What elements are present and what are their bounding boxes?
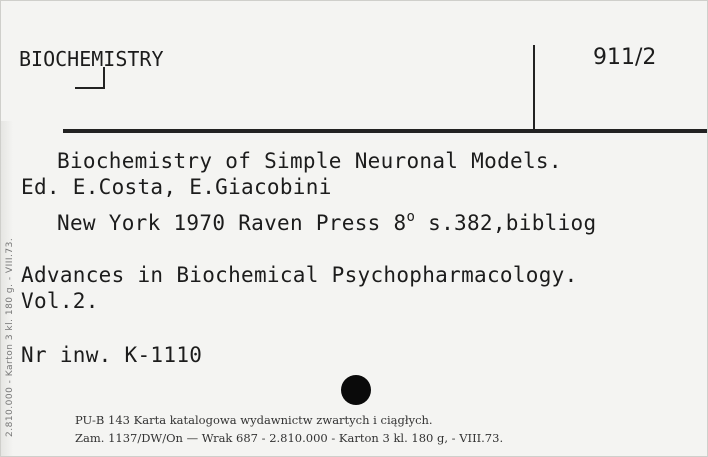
- title-line: Biochemistry of Simple Neuronal Models.: [57, 149, 562, 173]
- subject-heading: BIOCHEMISTRY: [19, 47, 164, 71]
- vertical-rule: [533, 45, 535, 129]
- horizontal-rule: [63, 129, 708, 133]
- inventory-line: Nr inw. K-1110: [21, 343, 203, 367]
- footer-line-2: Zam. 1137/DW/On — Wrak 687 - 2.810.000 - Karton 3 kl. 180 g, - VIII.73.: [75, 431, 504, 445]
- call-number: 911/2: [593, 45, 657, 70]
- imprint-main: New York 1970 Raven Press 8: [57, 211, 407, 235]
- editors-line: Ed. E.Costa, E.Giacobini: [21, 175, 332, 199]
- series-line-1: Advances in Biochemical Psychopharmacology.: [21, 263, 578, 287]
- imprint-line: [57, 209, 596, 235]
- subject-mark: [75, 67, 105, 89]
- imprint-superscript: o: [406, 209, 416, 225]
- punch-hole: [341, 375, 371, 405]
- series-line-2: Vol.2.: [21, 289, 99, 313]
- imprint-tail: s.382,bibliog: [415, 211, 597, 235]
- side-print-text: 2.810.000 - Karton 3 kl. 180 g. - VIII.73.: [5, 237, 15, 437]
- footer-line-1: PU-B 143 Karta katalogowa wydawnictw zwartych i ciągłych.: [75, 413, 433, 427]
